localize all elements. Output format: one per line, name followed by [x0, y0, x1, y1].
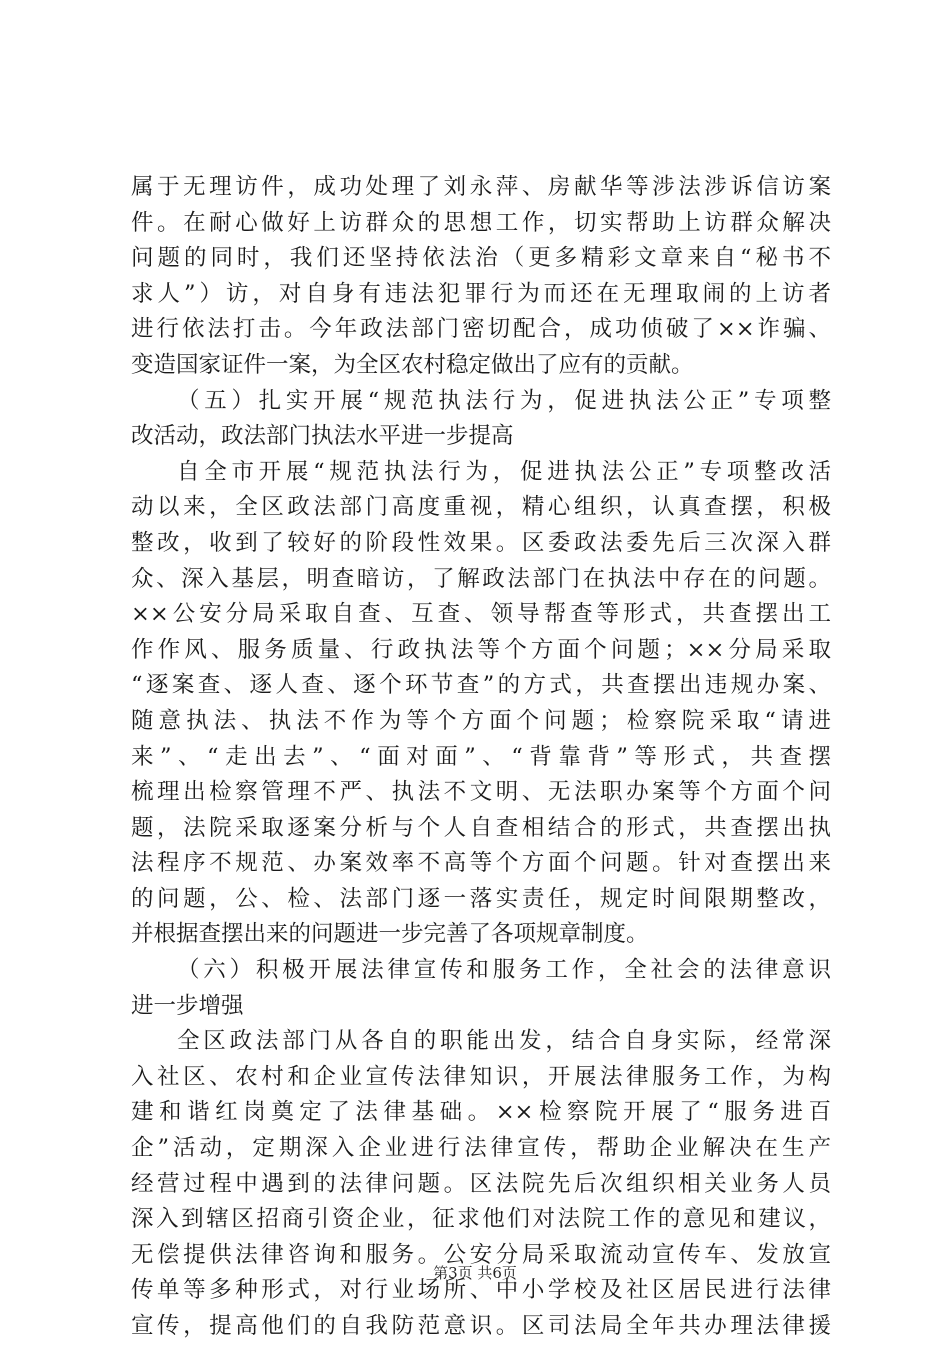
text-line: 自全市开展“规范执法行为，促进执法公正”专项整改活	[177, 458, 831, 485]
text-line: 整改，收到了较好的阶段性效果。区委政法委先后三次深入群	[131, 529, 831, 556]
text-line: 经营过程中遇到的法律问题。区法院先后次组织相关业务人员	[131, 1170, 831, 1197]
text-line: 众、深入基层，明查暗访，了解政法部门在执法中存在的问题。	[131, 565, 831, 592]
text-line: 进行依法打击。今年政法部门密切配合，成功侦破了××诈骗、	[131, 316, 831, 343]
section-heading-line: 进一步增强	[131, 992, 244, 1019]
body-text	[131, 170, 831, 1345]
text-line: 梳理出检察管理不严、执法不文明、无法职办案等个方面个问	[131, 779, 831, 806]
text-line: 深入到辖区招商引资企业，征求他们对法院工作的意见和建议，	[131, 1206, 831, 1233]
text-line: “逐案查、逐人查、逐个环节查”的方式，共查摆出违规办案、	[131, 672, 831, 699]
text-line: 传单等多种形式，对行业场所、中小学校及社区居民进行法律	[131, 1277, 831, 1304]
text-line: 全区政法部门从各自的职能出发，结合自身实际，经常深	[177, 1028, 831, 1055]
text-line: 题，法院采取逐案分析与个人自查相结合的形式，共查摆出执	[131, 814, 831, 841]
text-line: 法程序不规范、办案效率不高等个方面个问题。针对查摆出来	[131, 850, 831, 877]
text-line: 来”、“走出去”、“面对面”、“背靠背”等形式，共查摆	[131, 743, 831, 770]
text-line: 问题的同时，我们还坚持依法治（更多精彩文章来自“秘书不	[131, 245, 831, 272]
text-line: 件。在耐心做好上访群众的思想工作，切实帮助上访群众解决	[131, 209, 831, 236]
section-heading-line: （六）积极开展法律宣传和服务工作，全社会的法律意识	[177, 957, 831, 984]
text-line: ××公安分局采取自查、互查、领导帮查等形式，共查摆出工	[131, 601, 831, 628]
text-line: 随意执法、执法不作为等个方面个问题；检察院采取“请进	[131, 707, 831, 734]
text-line: 宣传，提高他们的自我防范意识。区司法局全年共办理法律援	[131, 1313, 831, 1339]
text-line: 的问题，公、检、法部门逐一落实责任，规定时间限期整改，	[131, 885, 831, 912]
text-line: 作作风、服务质量、行政执法等个方面个问题；××分局采取	[131, 636, 831, 663]
section-heading-line: 改活动，政法部门执法水平进一步提高	[131, 423, 514, 450]
text-line: 并根据查摆出来的问题进一步完善了各项规章制度。	[131, 921, 649, 948]
text-line: 属于无理访件，成功处理了刘永萍、房献华等涉法涉诉信访案	[131, 174, 831, 200]
text-line: 企”活动，定期深入企业进行法律宣传，帮助企业解决在生产	[131, 1135, 831, 1162]
text-line: 建和谐红岗奠定了法律基础。××检察院开展了“服务进百	[131, 1099, 831, 1126]
text-line: 无偿提供法律咨询和服务。公安分局采取流动宣传车、发放宣	[131, 1241, 831, 1268]
text-line: 变造国家证件一案，为全区农村稳定做出了应有的贡献。	[131, 351, 694, 378]
text-line: 求人”）访，对自身有违法犯罪行为而还在无理取闹的上访者	[131, 280, 831, 307]
text-line: 入社区、农村和企业宣传法律知识，开展法律服务工作，为构	[131, 1063, 831, 1090]
page-number: 第3页 共6页	[433, 1264, 517, 1282]
section-heading-line: （五）扎实开展“规范执法行为，促进执法公正”专项整	[177, 387, 831, 414]
text-line: 动以来，全区政法部门高度重视，精心组织，认真查摆，积极	[131, 494, 831, 521]
